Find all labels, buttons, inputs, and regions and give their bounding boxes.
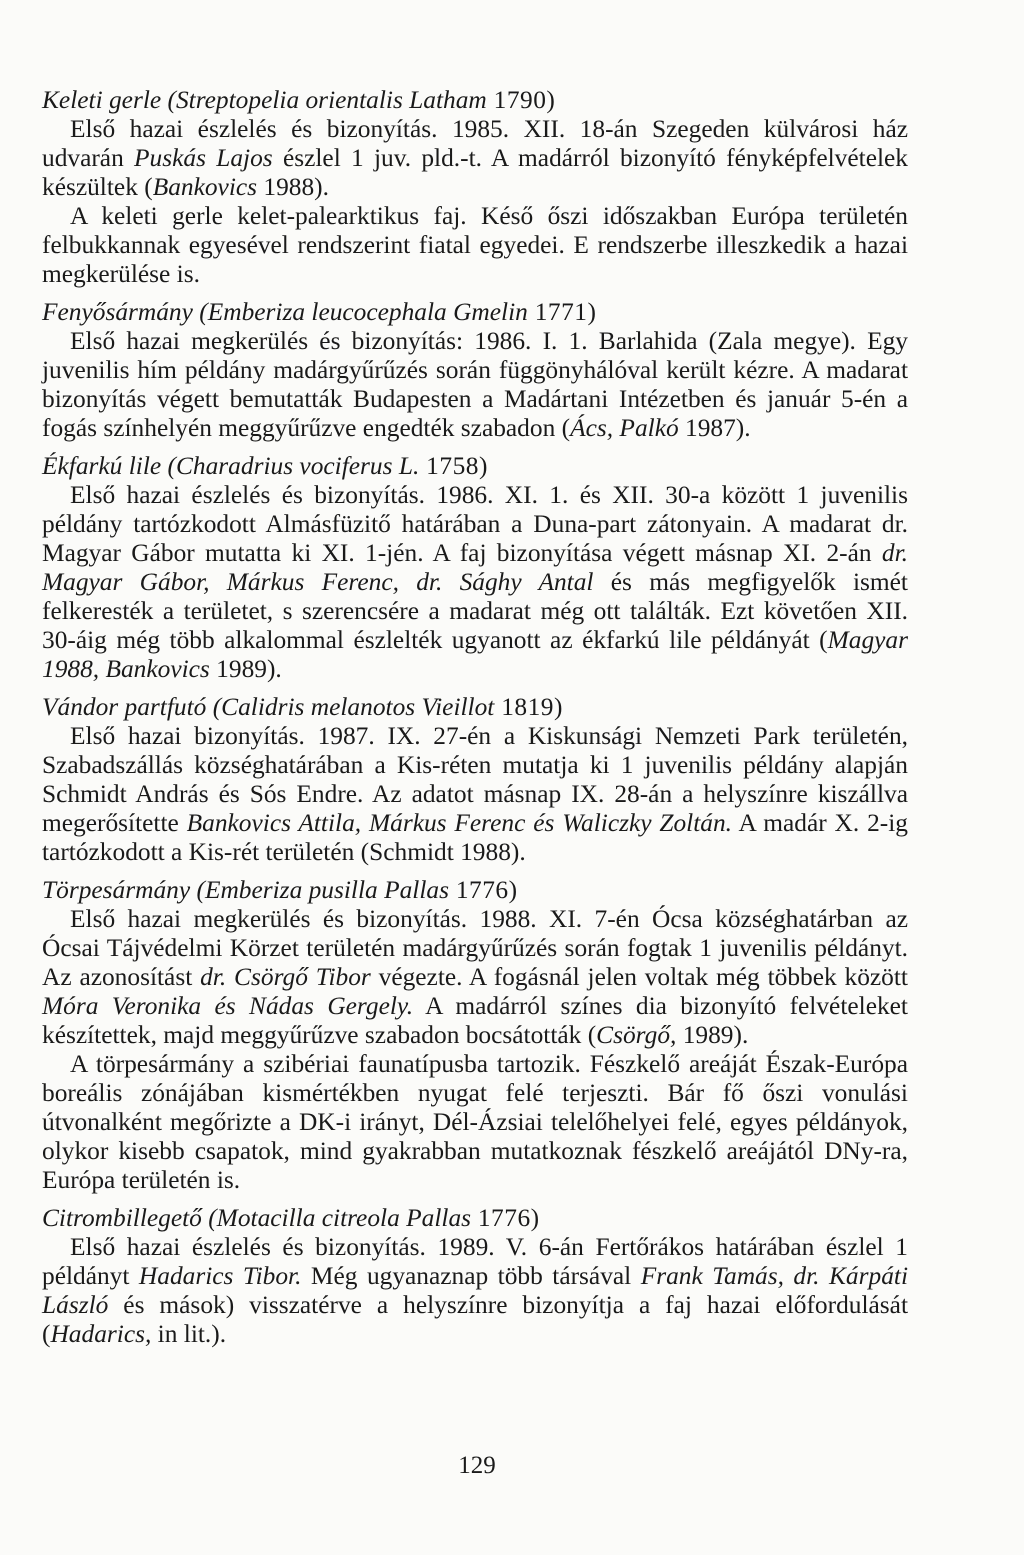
species-name: Keleti gerle [42,86,162,114]
paragraph [42,202,908,289]
species-year: 1790) [486,86,556,114]
species-latin-name: (Emberiza leucocephala Gmelin [199,298,528,326]
text-run: 1987). [678,414,751,442]
page-number: 129 [458,1452,496,1479]
text-run: végezte. A fogásnál jelen voltak még többek között [370,963,908,991]
text-run: Első hazai észlelés és bizonyítás. 1989. V. 6-án Fertőrákos határában észlel 1 példányt [42,1233,908,1290]
paragraph [42,1050,908,1195]
italic-run: dr. Magyar Gábor, Márkus Ferenc, dr. Sághy Antal [42,539,908,596]
species-name: Vándor partfutó [42,693,207,721]
italic-run: Csörgő, [596,1021,677,1049]
italic-run: Bankovics [152,173,258,201]
species-entry [42,298,908,443]
species-latin-name: (Emberiza pusilla Pallas [196,876,449,904]
italic-run: Ács, Palkó [570,414,679,442]
species-entry [42,452,908,684]
species-entry [42,86,908,289]
species-year: 1771) [527,298,597,326]
text-run: 1989). [209,655,282,683]
species-entry [42,876,908,1195]
species-heading [42,693,908,722]
species-name: Ékfarkú lile [42,452,162,480]
text-run: in lit.). [151,1320,227,1348]
paragraph [42,115,908,202]
italic-run: dr. Csörgő Tibor [200,963,371,991]
article-body [42,86,908,1358]
species-year: 1776) [471,1204,540,1232]
species-heading [42,452,908,481]
text-run: észlel 1 juv. pld.-t. A madárról bizonyító fényképfelvételek készültek ( [42,144,908,201]
italic-run: Móra Veronika és Nádas Gergely. [42,992,414,1020]
species-year: 1819) [494,693,563,721]
species-year: 1758) [419,452,488,480]
text-run: Még ugyanaznap több társával [301,1262,641,1290]
text-run: és mások) visszatérve a helyszínre bizonyítja a faj hazai előfordulását ( [42,1291,908,1348]
paragraph [42,327,908,443]
text-run: A madárról színes dia bizonyító felvételeket készítettek, majd meggyűrűzve szabadon bocsátották ( [42,992,908,1049]
text-run: A madár X. 2-ig tartózkodott a Kis-rét területén (Schmidt 1988). [42,809,908,866]
species-latin-name: (Calidris melanotos Vieillot [212,693,495,721]
species-name: Fenyősármány [42,298,193,326]
text-run: Első hazai megkerülés és bizonyítás. 1988. XI. 7-én Ócsa községhatárban az Ócsai Tájvédelmi Körzet területén madárgyűrűzés során fogtak 1 juvenilis példányt. Az azonosítást [42,905,908,991]
italic-run: Puskás Lajos [134,144,273,172]
species-heading [42,298,908,327]
species-name: Citrombillegető [42,1204,202,1232]
species-heading [42,1204,908,1233]
species-year: 1776) [448,876,518,904]
text-run: Első hazai észlelés és bizonyítás. 1986. XI. 1. és XII. 30-a között 1 juvenilis példány tartózkodott Almásfüzitő határában a Duna-part zátonyain. A madarat dr. Magyar Gábor mutatta ki XI. 1-jén. A faj bizonyítása végett másnap XI. 2-án [42,481,908,567]
text-run: 1988). [257,173,329,201]
text-run: Első hazai észlelés és bizonyítás. 1985. XII. 18-án Szegeden külvárosi ház udvarán [42,115,908,172]
paragraph [42,481,908,684]
species-heading [42,86,908,115]
text-run: A keleti gerle kelet-palearktikus faj. Késő őszi időszakban Európa területén felbukkannak egyesével rendszerint fiatal egyedei. E rendszerbe illeszkedik a hazai megkerülése is. [42,202,908,288]
italic-run: Hadarics Tibor. [138,1262,302,1290]
italic-run: Frank Tamás, dr. Kárpáti László [42,1262,909,1319]
paragraph [42,905,908,1050]
species-latin-name: (Motacilla citreola Pallas [208,1204,472,1232]
species-entry [42,1204,908,1349]
paragraph [42,1233,908,1349]
italic-run: Hadarics, [50,1320,152,1348]
text-run: A törpesármány a szibériai faunatípusba tartozik. Fészkelő areáját Észak-Európa boreális zónájában kismértékben nyugat felé terjeszti. Bár fő őszi vonulási útvonalként megőrizte a DK-i irányt, Dél-Ázsiai telelőhelyei felé, egyes példányok, olykor kisebb csapatok, mind gyakrabban mutatkoznak fészkelő areájától DNy-ra, Európa területén is. [42,1050,908,1194]
species-name: Törpesármány [42,876,191,904]
species-latin-name: (Charadrius vociferus L. [167,452,420,480]
text-run: Első hazai bizonyítás. 1987. IX. 27-én a Kiskunsági Nemzeti Park területén, Szabadszállás községhatárában a Kis-réten mutatja ki 1 juvenilis példány alapján Schmidt András és Sós Endre. Az adatot másnap IX. 28-án a helyszínre kiszállva megerősítette [42,722,908,837]
italic-run: Magyar 1988, Bankovics [42,626,908,683]
species-latin-name: (Streptopelia orientalis Latham [167,86,487,114]
italic-run: Bankovics Attila, Márkus Ferenc és Waliczky Zoltán. [186,809,733,837]
text-run: 1989). [676,1021,749,1049]
text-run: és más megfigyelők ismét felkeresték a területet, s szerencsére a madarat még ott találták. Ezt követően XII. 30-áig még több alkalommal észlelték ugyanott az ékfarkú lile példányát ( [42,568,908,654]
text-run: Első hazai megkerülés és bizonyítás: 1986. I. 1. Barlahida (Zala megye). Egy juvenilis hím példány madárgyűrűzés során függönyhálóval került kézre. A madarat bizonyítás végett bemutatták Budapesten a Madártani Intézetben és január 5-én a fogás színhelyén meggyűrűzve engedték szabadon ( [42,327,908,442]
paragraph [42,722,908,867]
species-heading [42,876,908,905]
species-entry [42,693,908,867]
